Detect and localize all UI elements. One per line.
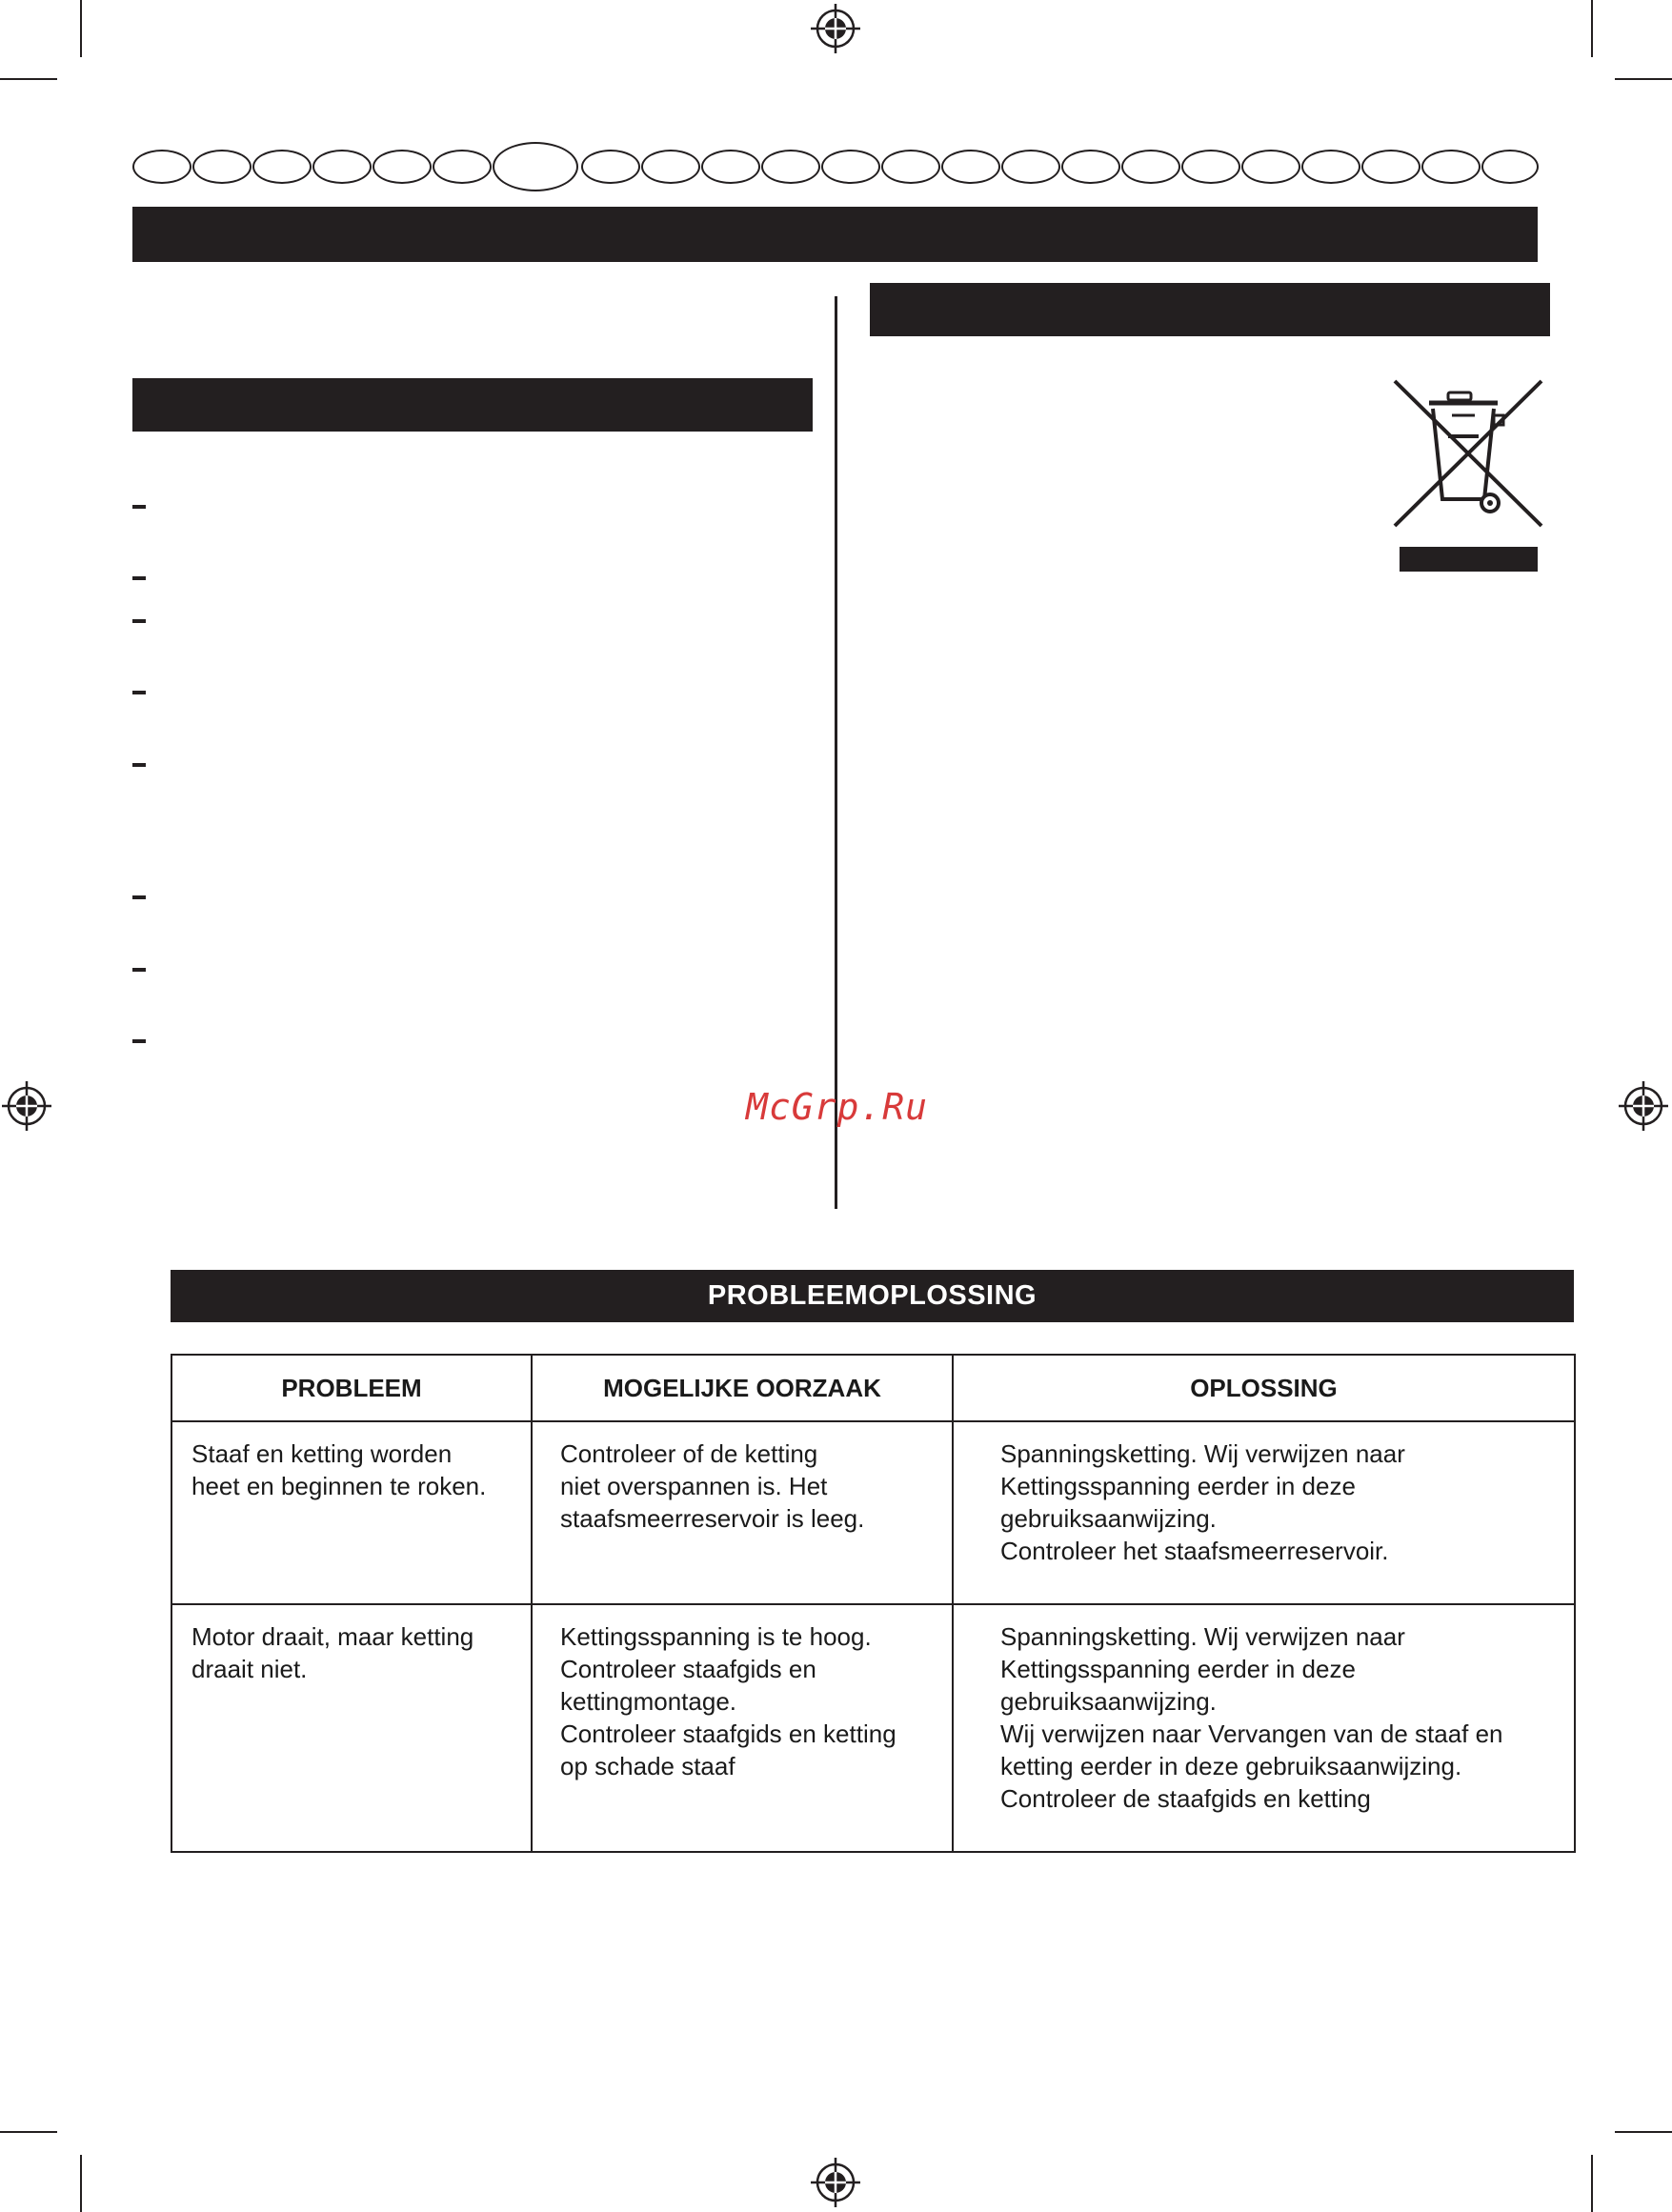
cause-cell: Kettingsspanning is te hoog. Controleer staafgids en kettingmontage. Controleer staafgids en ketting op schade staaf bbox=[532, 1604, 953, 1852]
bullet-dash bbox=[132, 763, 146, 767]
cause-cell: Controleer of de ketting niet overspannen is. Het staafsmeerreservoir is leeg. bbox=[532, 1421, 953, 1604]
crop-mark bbox=[0, 78, 57, 80]
solution-cell: Spanningsketting. Wij verwijzen naar Kettingsspanning eerder in deze gebruiksaanwijzing. Wij verwijzen naar Vervangen van de staaf en ketting eerder in deze gebruiksaanwijzing. Controleer de staafgids en ketting bbox=[953, 1604, 1575, 1852]
bullet-dash bbox=[132, 895, 146, 899]
crop-mark bbox=[80, 0, 82, 57]
column-header-cause: MOGELIJKE OORZAAK bbox=[532, 1355, 953, 1421]
language-tab[interactable] bbox=[701, 150, 760, 184]
language-tab[interactable] bbox=[761, 150, 820, 184]
problem-cell: Motor draait, maar ketting draait niet. bbox=[171, 1604, 532, 1852]
language-tab[interactable] bbox=[433, 150, 492, 184]
page-header-bar bbox=[132, 207, 1538, 262]
language-tab[interactable] bbox=[641, 150, 700, 184]
bullet-dash bbox=[132, 968, 146, 972]
language-tab[interactable] bbox=[821, 150, 880, 184]
language-tab[interactable] bbox=[373, 150, 432, 184]
crossed-out-wheelie-bin-icon bbox=[1393, 377, 1543, 575]
language-tab[interactable] bbox=[1001, 150, 1060, 184]
crop-mark bbox=[1591, 2155, 1593, 2212]
column-header-solution: OPLOSSING bbox=[953, 1355, 1575, 1421]
language-tab[interactable] bbox=[252, 150, 312, 184]
language-tab[interactable] bbox=[881, 150, 940, 184]
bullet-dash bbox=[132, 691, 146, 694]
table-row bbox=[171, 1604, 1575, 1852]
problem-cell: Staaf en ketting worden heet en beginnen te roken. bbox=[171, 1421, 532, 1604]
solution-cell: Spanningsketting. Wij verwijzen naar Kettingsspanning eerder in deze gebruiksaanwijzing. Controleer het staafsmeerreservoir. bbox=[953, 1421, 1575, 1604]
language-tab[interactable] bbox=[1121, 150, 1180, 184]
registration-mark-icon bbox=[2, 1081, 51, 1131]
right-section-header-bar bbox=[870, 283, 1550, 336]
language-tab[interactable] bbox=[1301, 150, 1360, 184]
language-tab[interactable] bbox=[132, 150, 191, 184]
table-header-row bbox=[171, 1355, 1575, 1421]
language-tab[interactable] bbox=[312, 150, 372, 184]
language-tab[interactable] bbox=[1241, 150, 1300, 184]
watermark: McGrp.Ru bbox=[746, 1086, 929, 1128]
crop-mark bbox=[1591, 0, 1593, 57]
bullet-dash bbox=[132, 576, 146, 580]
crop-mark bbox=[1615, 78, 1672, 80]
registration-mark-icon bbox=[1619, 1081, 1668, 1131]
troubleshooting-table bbox=[171, 1354, 1576, 1853]
left-section-header-bar bbox=[132, 378, 813, 432]
bullet-dash bbox=[132, 1039, 146, 1043]
language-tab[interactable] bbox=[1181, 150, 1240, 184]
language-tab[interactable] bbox=[941, 150, 1000, 184]
language-tab[interactable] bbox=[192, 150, 252, 184]
language-tab[interactable] bbox=[1421, 150, 1481, 184]
registration-mark-icon bbox=[811, 4, 860, 53]
language-tab[interactable] bbox=[1361, 150, 1420, 184]
bullet-dash bbox=[132, 505, 146, 509]
column-divider bbox=[835, 296, 837, 1209]
bullet-dash bbox=[132, 619, 146, 623]
column-header-problem: PROBLEEM bbox=[171, 1355, 532, 1421]
troubleshooting-title: PROBLEEMOPLOSSING bbox=[171, 1270, 1574, 1322]
language-tab[interactable] bbox=[1061, 150, 1120, 184]
crop-mark bbox=[80, 2155, 82, 2212]
crop-mark bbox=[1615, 2131, 1672, 2133]
language-tab[interactable] bbox=[581, 150, 640, 184]
language-tab[interactable] bbox=[1481, 150, 1539, 184]
language-tab-active[interactable] bbox=[493, 142, 578, 191]
registration-mark-icon bbox=[811, 2158, 860, 2207]
table-row bbox=[171, 1421, 1575, 1604]
crop-mark bbox=[0, 2131, 57, 2133]
